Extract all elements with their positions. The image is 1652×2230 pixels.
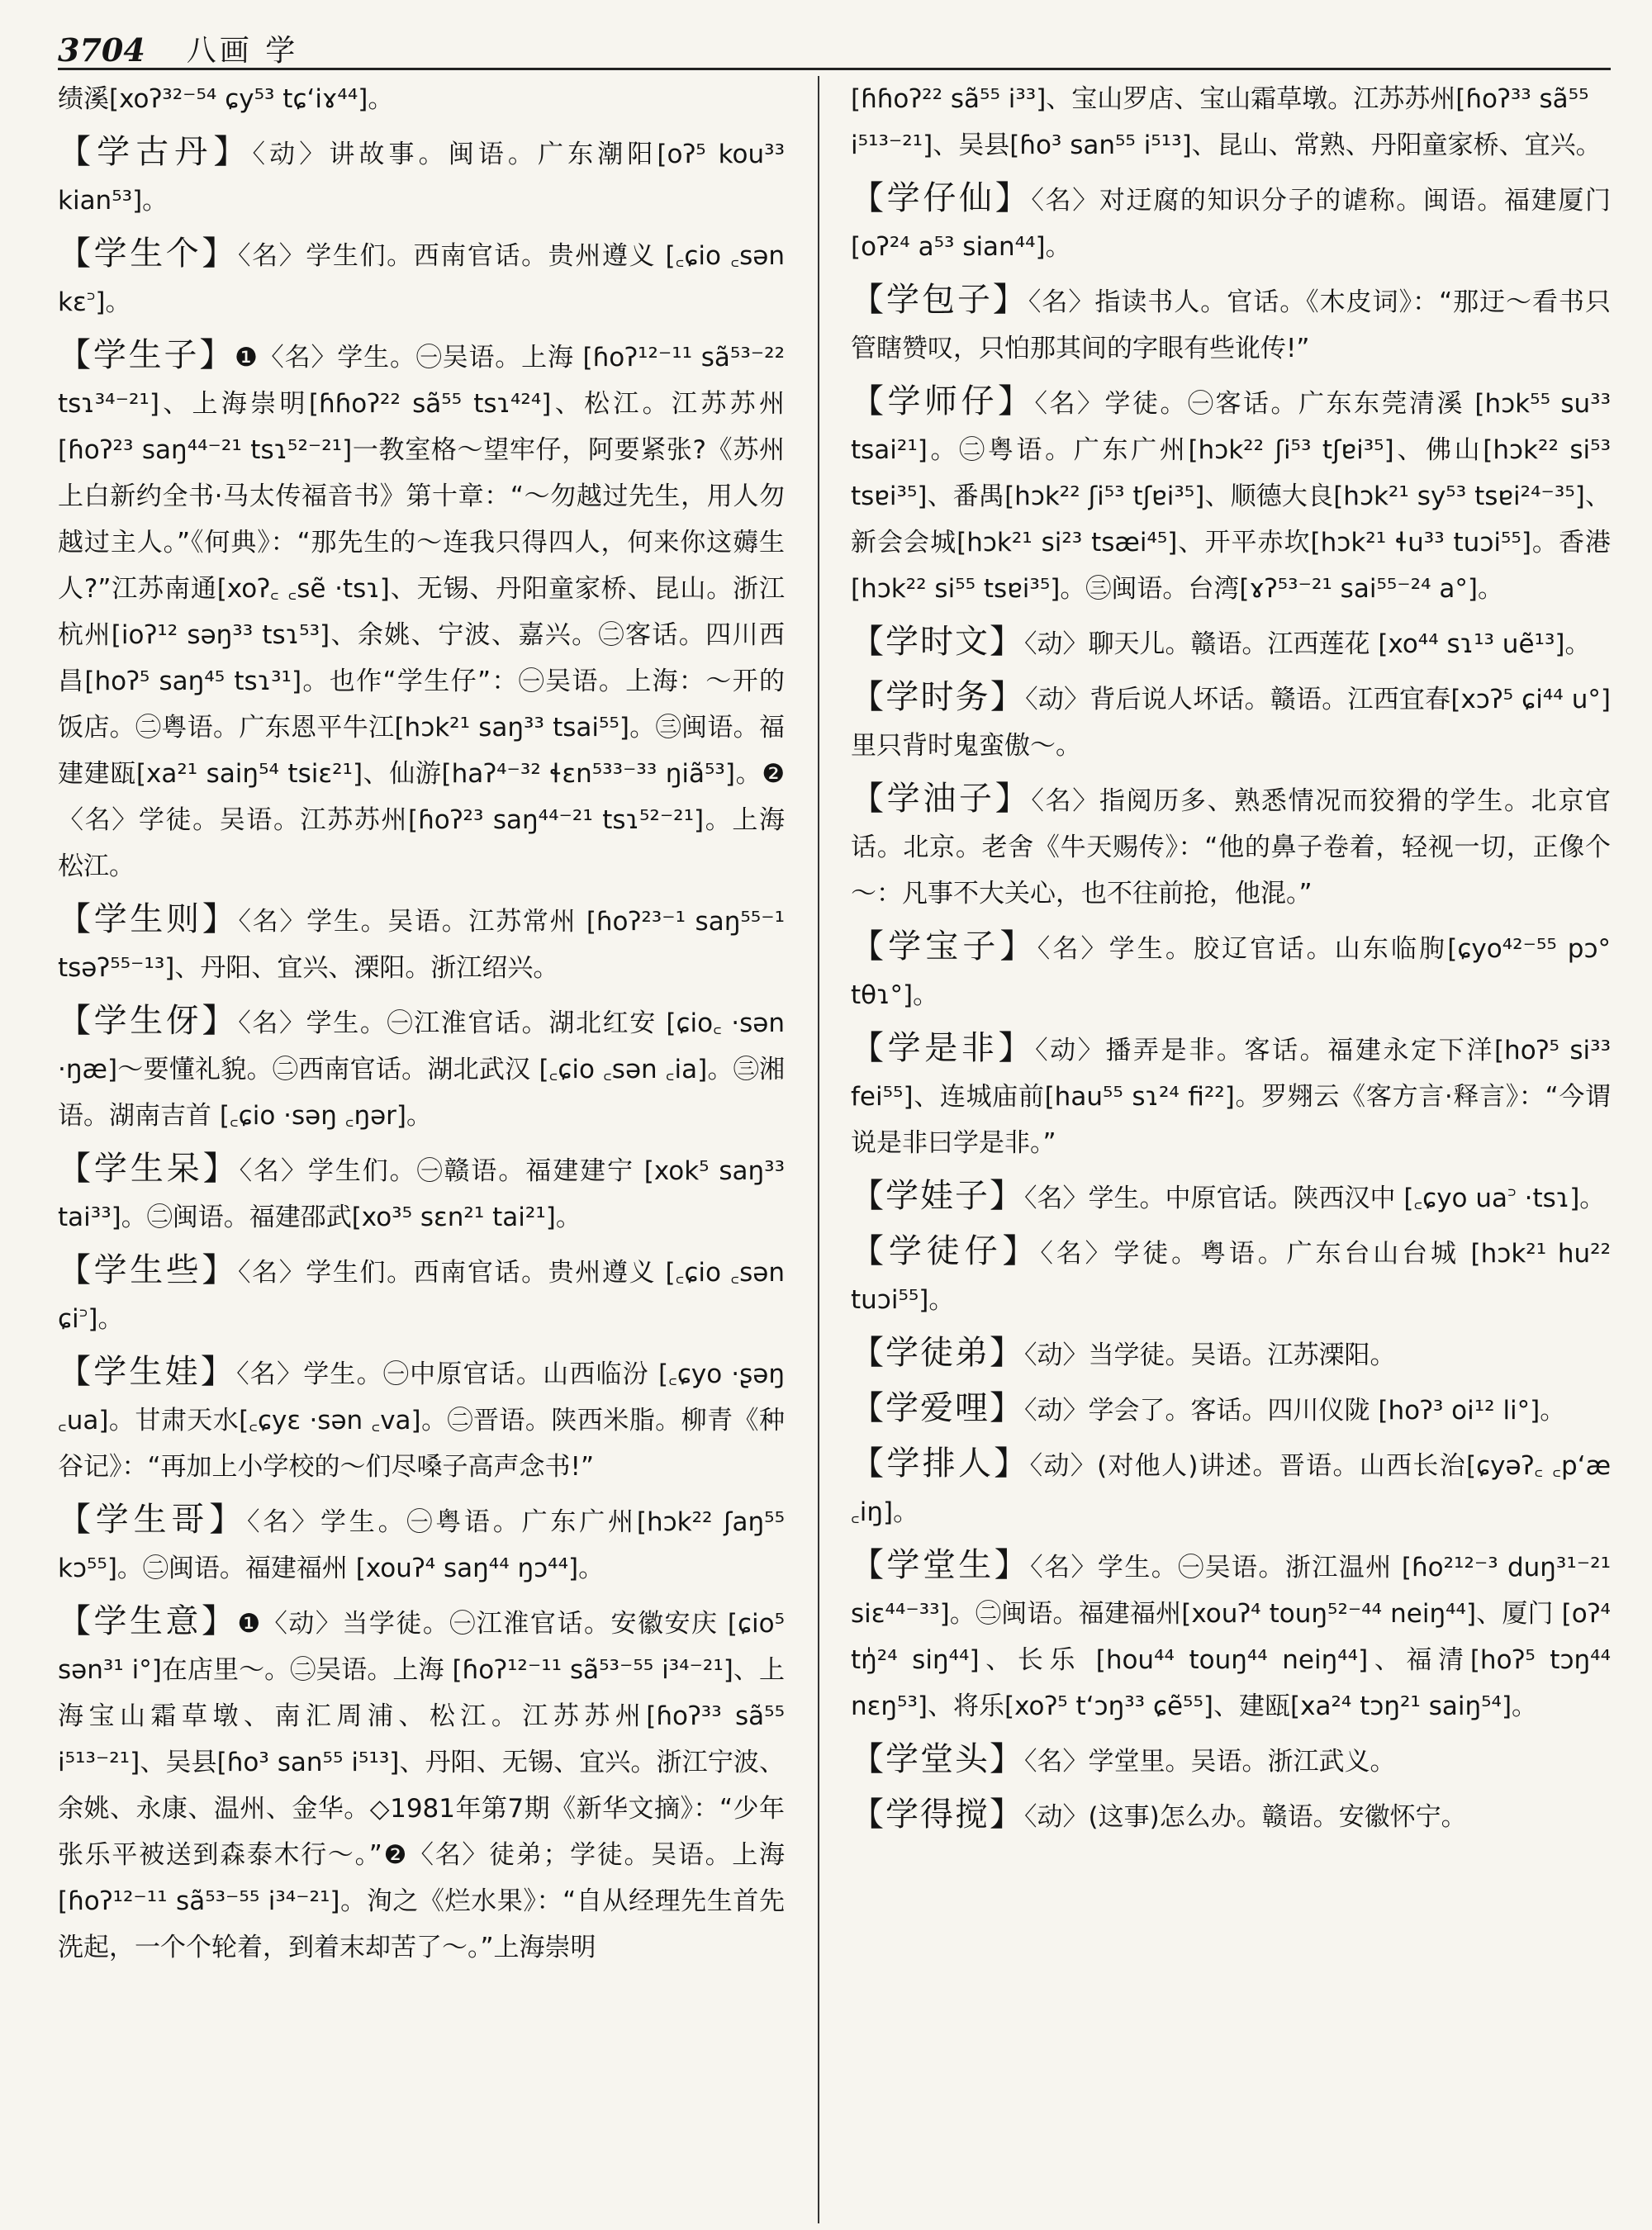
entry-headword: 【学徒弟】: [851, 1334, 1024, 1372]
entry-headword: 【学生呆】: [58, 1150, 240, 1188]
entry-definition: ❶〈动〉当学徒。㊀江淮官话。安徽安庆 [ɕio⁵ sən³¹ i°]在店里～。㊁吴语。上海 [ɦoʔ¹²⁻¹¹ sã⁵³⁻⁵⁵ i³⁴⁻²¹]、上海宝山霜草墩、南汇周浦、松江。江苏苏州[ɦoʔ³³ sã⁵⁵ i⁵¹³⁻²¹]、吴县[ɦo³ san⁵⁵ i⁵¹³]、丹阳、无锡、宜兴。浙江宁波、余姚、永康、温州、金华。◇1981年第7期《新华文摘》：“少年张乐平被送到森泰木行～。”❷〈名〉徒弟；学徒。吴语。上海 [ɦoʔ¹²⁻¹¹ sã⁵³⁻⁵⁵ i³⁴⁻²¹]。洵之《烂水果》：“自从经理先生首先洗起，一个个轮着，到着末却苦了～。”上海崇明: [58, 1609, 785, 1962]
continuation-text: 绩溪[xoʔ³²⁻⁵⁴ ɕy⁵³ tɕʻiɤ⁴⁴]。: [58, 84, 394, 114]
entry-headword: 【学生娃】: [58, 1353, 237, 1391]
entry-definition: 〈名〉学生。胶辽官话。山东临朐[ɕyo⁴²⁻⁵⁵ pɔ° tθɿ°]。: [851, 934, 1611, 1010]
entry-definition: 〈名〉学生们。西南官话。贵州遵义 [꜀ɕio ꜀sən ɕi꜄]。: [58, 1258, 785, 1334]
entry-definition: 〈名〉学生。中原官话。陕西汉中 [꜀ɕyo ua꜄ ·tsɿ]。: [1024, 1184, 1606, 1213]
entry: [58, 896, 785, 991]
entry-headword: 【学师仔】: [851, 382, 1035, 420]
entry: [851, 1173, 1611, 1222]
entry-headword: 【学生个】: [58, 235, 238, 273]
entry-headword: 【学包子】: [851, 281, 1028, 319]
entry: [58, 1247, 785, 1342]
entry-headword: 【学生哥】: [58, 1501, 248, 1539]
entry: [851, 378, 1611, 612]
section-title: 八画 学: [186, 34, 299, 68]
entry: [851, 175, 1611, 270]
entry-headword: 【学生子】: [58, 336, 235, 374]
entry-definition: 〈名〉学徒。㊀客话。广东东莞清溪 [hɔk⁵⁵ su³³ tsai²¹]。㊁粤语。广东广州[hɔk²² ʃi⁵³ tʃɐi³⁵]、佛山[hɔk²² si⁵³ tsɐi³⁵]、番禺[hɔk²² ʃi⁵³ tʃɐi³⁵]、顺德大良[hɔk²¹ sy⁵³ tsɐi²⁴⁻³⁵]、新会会城[hɔk²¹ si²³ tsæi⁴⁵]、开平赤坎[hɔk²¹ ɬu³³ tuɔi⁵⁵]。香港[hɔk²² si⁵⁵ tsɐi³⁵]。㊂闽语。台湾[ɤʔ⁵³⁻²¹ sai⁵⁵⁻²⁴ a°]。: [851, 389, 1611, 604]
entry-headword: 【学生伢】: [58, 1002, 239, 1040]
entry-headword: 【学爱哩】: [851, 1389, 1024, 1427]
entry-headword: 【学是非】: [851, 1029, 1036, 1067]
entry-definition: 〈动〉(对他人)讲述。晋语。山西长治[ɕyəʔ꜀ ꜀pʻæ ꜀iŋ]。: [851, 1451, 1611, 1527]
entry-definition: 〈名〉指阅历多、熟悉情况而狡猾的学生。北京官话。北京。老舍《牛天赐传》：“他的鼻子卷着，轻视一切，正像个～：凡事不大关心，也不往前抢，他混。”: [851, 786, 1611, 909]
entry: [58, 1349, 785, 1490]
entry-headword: 【学排人】: [851, 1445, 1030, 1483]
entry: [851, 1385, 1611, 1434]
header-rule: [58, 68, 1611, 70]
right-column: [851, 76, 1611, 2223]
entry: [851, 277, 1611, 372]
entry: [851, 776, 1611, 917]
entry: [851, 1228, 1611, 1323]
entry: [58, 998, 785, 1139]
entry-definition: 〈动〉背后说人坏话。赣语。江西宜春[xɔʔ⁵ ɕi⁴⁴ u°]里只背时鬼蛮傲～。: [851, 685, 1611, 761]
entry-headword: 【学油子】: [851, 780, 1032, 818]
entry: [851, 1542, 1611, 1729]
page-number: 3704: [58, 31, 145, 69]
entry-definition: 〈名〉学徒。粤语。广东台山台城 [hɔk²¹ hu²² tuɔi⁵⁵]。: [851, 1239, 1611, 1315]
page-header: [58, 15, 1611, 69]
left-column: [58, 76, 785, 2223]
entry-definition: 〈名〉学生。㊀江淮官话。湖北红安 [ɕio꜀ ·sən ·ŋæ]～要懂礼貌。㊁西南官话。湖北武汉 [꜀ɕio ꜀sən ꜀ia]。㊂湘语。湖南吉首 [꜀ɕio ·səŋ ꜀ŋər]。: [58, 1008, 785, 1131]
entry-definition: 〈动〉播弄是非。客话。福建永定下洋[hoʔ⁵ si³³ fei⁵⁵]、连城庙前[hau⁵⁵ sɿ²⁴ fi²²]。罗翙云《客方言·释言》：“今谓说是非曰学是非。”: [851, 1036, 1611, 1158]
entry: [58, 332, 785, 890]
entry: [851, 1440, 1611, 1535]
continuation-text: [ɦɦoʔ²² sã⁵⁵ i³³]、宝山罗店、宝山霜草墩。江苏苏州[ɦoʔ³³ sã⁵⁵ i⁵¹³⁻²¹]、吴县[ɦo³ san⁵⁵ i⁵¹³]、昆山、常熟、丹阳童家桥、宜兴。: [851, 84, 1602, 160]
entry-headword: 【学得搅】: [851, 1796, 1024, 1834]
entry-definition: 〈动〉讲故事。闽语。广东潮阳[oʔ⁵ kou³³ kian⁵³]。: [58, 140, 785, 216]
entry-definition: 〈名〉学生们。㊀赣语。福建建宁 [xok⁵ saŋ³³ tai³³]。㊁闽语。福建邵武[xo³⁵ sɛn²¹ tai²¹]。: [58, 1156, 785, 1232]
entry: [58, 1598, 785, 1971]
entry: [58, 1146, 785, 1241]
entry-headword: 【学仔仙】: [851, 179, 1032, 217]
entry: [851, 674, 1611, 769]
entry-headword: 【学娃子】: [851, 1177, 1024, 1215]
entry-headword: 【学徒仔】: [851, 1232, 1041, 1270]
entry: [58, 129, 785, 224]
entry-definition: 〈名〉学生们。西南官话。贵州遵义 [꜀ɕio ꜀sən kɛ꜄]。: [58, 241, 785, 317]
entry: [851, 1025, 1611, 1166]
entry: [58, 1497, 785, 1592]
entry-headword: 【学时文】: [851, 623, 1024, 661]
entry-definition: ❶〈名〉学生。㊀吴语。上海 [ɦoʔ¹²⁻¹¹ sã⁵³⁻²² tsɿ³⁴⁻²¹]、上海崇明[ɦɦoʔ²² sã⁵⁵ tsɿ⁴²⁴]、松江。江苏苏州[ɦoʔ²³ saŋ⁴⁴⁻²¹ tsɿ⁵²⁻²¹]一教室格～望牢仔，阿要紧张?《苏州上白新约全书·马太传福音书》第十章：“～勿越过先生，用人勿越过主人。”《何典》：“那先生的～连我只得四人，何来你这薅生人?”江苏南通[xoʔ꜀ ꜀sẽ ·tsɿ]、无锡、丹阳童家桥、昆山。浙江杭州[ioʔ¹² səŋ³³ tsɿ⁵³]、余姚、宁波、嘉兴。㊁客话。四川西昌[hoʔ⁵ saŋ⁴⁵ tsɿ³¹]。也作“学生仔”：㊀吴语。上海：～开的饭店。㊁粤语。广东恩平牛江[hɔk²¹ saŋ³³ tsai⁵⁵]。㊂闽语。福建建瓯[xa²¹ saiŋ⁵⁴ tsiɛ²¹]、仙游[haʔ⁴⁻³² ɬɛn⁵³³⁻³³ ŋiã⁵³]。❷〈名〉学徒。吴语。江苏苏州[ɦoʔ²³ saŋ⁴⁴⁻²¹ tsɿ⁵²⁻²¹]。上海松江。: [58, 343, 785, 881]
entry-definition: 〈名〉对迂腐的知识分子的谑称。闽语。福建厦门[oʔ²⁴ a⁵³ sian⁴⁴]。: [851, 186, 1611, 262]
entry-definition: 〈名〉指读书人。官话。《木皮词》：“那迂～看书只管瞎赞叹，只怕那其间的字眼有些讹传!”: [851, 287, 1611, 363]
column-divider: [818, 76, 819, 2223]
entry-definition: 〈动〉(这事)怎么办。赣语。安徽怀宁。: [1024, 1802, 1467, 1832]
entry: [851, 923, 1611, 1018]
entry-headword: 【学宝子】: [851, 928, 1037, 966]
entry-definition: 〈动〉当学徒。吴语。江苏溧阳。: [1024, 1340, 1396, 1370]
entry-definition: 〈名〉学堂里。吴语。浙江武义。: [1024, 1747, 1396, 1777]
entry-headword: 【学生意】: [58, 1602, 238, 1640]
entry-headword: 【学古丹】: [58, 133, 253, 171]
entry: [851, 619, 1611, 667]
entry-headword: 【学生则】: [58, 900, 239, 938]
entry-headword: 【学时务】: [851, 678, 1026, 716]
entry: [851, 1330, 1611, 1378]
entry: [58, 230, 785, 325]
entry-definition: 〈名〉学生。㊀吴语。浙江温州 [ɦo²¹²⁻³ duŋ³¹⁻²¹ siɛ⁴⁴⁻³³]。㊁闽语。福建福州[xouʔ⁴ touŋ⁵²⁻⁴⁴ neiŋ⁴⁴]、厦门 [oʔ⁴ tŋ̍²⁴ siŋ⁴⁴]、长乐 [hou⁴⁴ touŋ⁴⁴ neiŋ⁴⁴]、福清[hoʔ⁵ tɔŋ⁴⁴ nɛŋ⁵³]、将乐[xoʔ⁵ tʻɔŋ³³ ɕẽ⁵⁵]、建瓯[xa²⁴ tɔŋ²¹ saiŋ⁵⁴]。: [851, 1553, 1611, 1721]
entry-headword: 【学堂头】: [851, 1740, 1024, 1778]
entry-definition: 〈名〉学生。㊀粤语。广东广州[hɔk²² ʃaŋ⁵⁵ kɔ⁵⁵]。㊁闽语。福建福州 [xouʔ⁴ saŋ⁴⁴ ŋɔ⁴⁴]。: [58, 1507, 785, 1583]
entry: [851, 1791, 1611, 1840]
entry-definition: 〈动〉聊天儿。赣语。江西莲花 [xo⁴⁴ sɿ¹³ uẽ¹³]。: [1024, 629, 1591, 659]
entry-definition: 〈名〉学生。吴语。江苏常州 [ɦoʔ²³⁻¹ saŋ⁵⁵⁻¹ tsəʔ⁵⁵⁻¹³]、丹阳、宜兴、溧阳。浙江绍兴。: [58, 907, 785, 983]
entry: [851, 1736, 1611, 1785]
entry-headword: 【学生些】: [58, 1251, 238, 1289]
entry-definition: 〈动〉学会了。客话。四川仪陇 [hoʔ³ oi¹² li°]。: [1024, 1396, 1566, 1426]
entry-definition: 〈名〉学生。㊀中原官话。山西临汾 [꜀ɕyo ·ʂəŋ ꜀ua]。甘肃天水[꜀ɕyɛ ·sən ꜀va]。㊁晋语。陕西米脂。柳青《种谷记》：“再加上小学校的～们尽嗓子高声念书!”: [58, 1359, 785, 1482]
entry-headword: 【学堂生】: [851, 1546, 1031, 1584]
